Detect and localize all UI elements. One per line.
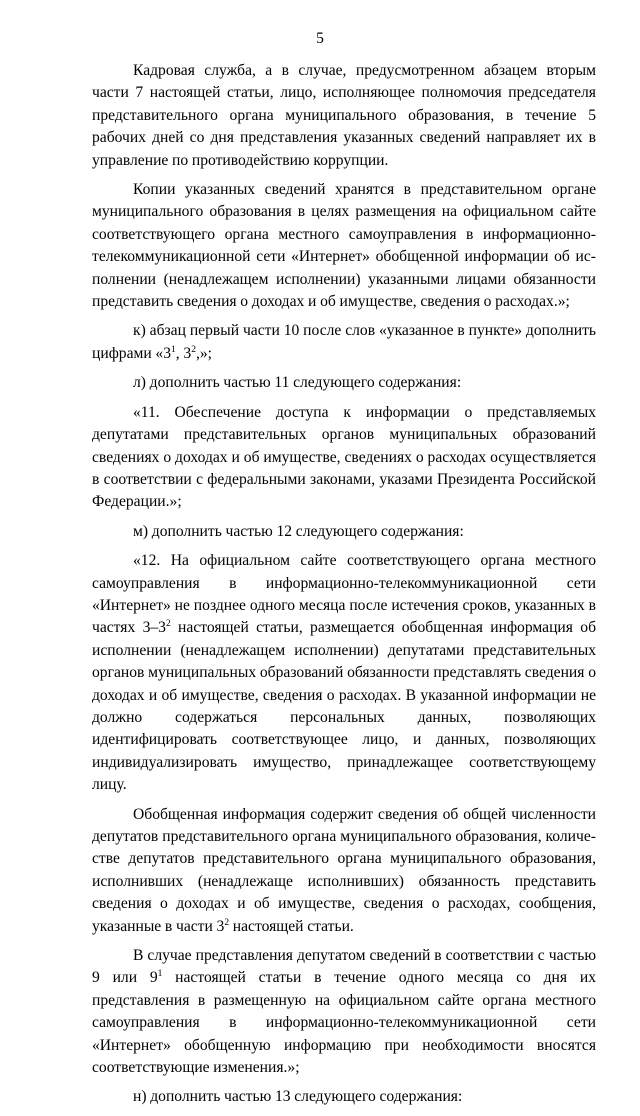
paragraph-amendment-l — [92, 372, 596, 394]
paragraph-deputy-submission — [92, 945, 596, 1079]
superscript-index: 2 — [191, 344, 196, 355]
paragraph-text: В случае представления депутатом сведений в соответствии с частью 9 или 9 — [92, 947, 596, 987]
paragraph-amendment-m — [92, 521, 596, 543]
paragraph-text: Копии указанных сведений хранятся в представительном органе муниципального образования в целях размещения на официальном сайте соответствующего органа местного самоуправления в информационно-телекоммуникационной сети «Интернет» обобщенной информации об исполнении (ненадлежащем исполнении) указанными лицами обязанности представить сведения о доходах и об имуществе, сведения о расходах.»; — [92, 181, 596, 311]
paragraph-text: Обобщенная информация содержит сведения об общей численности депутатов представительного органа муниципального образования, количестве депутатов представительного органа муниципального образования, исполнивших (ненадлежаще исполнивших) обязанность представить сведения о доходах и об имуществе, сведения о расходах, сообщения, указанные в части 3 — [92, 805, 596, 935]
paragraph-text: «11. Обеспечение доступа к информации о представляемых депутатами представительных органов муниципальных образований сведениях о доходах и об имуществе, сведениях о расходах осуществляется в соответствии с федеральными законами, указами Президента Российской Федерации.»; — [92, 403, 596, 511]
paragraph-text: настоящей статьи в течение одного месяца со дня их представления в размещенную на официальном сайте органа местного самоуправления в информационно-телекоммуникационной сети «Интернет» обобщенную информацию при необходимости вносятся соответствующие изменения.»; — [92, 969, 596, 1077]
paragraph-text: Кадровая служба, а в случае, предусмотренном абзацем вторым части 7 настоящей статьи, лицо, исполняющее полномочия председателя представительного органа муниципального образования, в течение 5 рабочих дней со дня представления указанных сведений направляет их в управление по противодействию коррупции. — [92, 62, 596, 169]
paragraph-text: н) дополнить частью 13 следующего содержания: — [133, 1088, 463, 1106]
paragraph-part-12 — [92, 550, 596, 796]
paragraph-copies-storage — [92, 179, 596, 313]
document-body — [92, 60, 596, 1116]
paragraph-text: «12. На официальном сайте соответствующего органа местного самоуправления в информационно-телекоммуникационной сети «Интернет» не позднее одного месяца после истечения сроков, указанных в частях 3–3 — [92, 552, 596, 637]
superscript-index: 2 — [165, 619, 171, 630]
paragraph-generalized-info — [92, 804, 596, 938]
paragraph-text: л) дополнить частью 11 следующего содержания: — [133, 374, 462, 392]
superscript-index: 1 — [171, 344, 176, 355]
paragraph-text: настоящей статьи. — [229, 917, 354, 935]
paragraph-amendment-n — [92, 1086, 596, 1108]
paragraph-text: настоящей статьи, размещается обобщенная информация об исполнении (ненадлежащем исполнении) депутатами представительных органов муниципальных образований обязанности представлять сведения о доходах и об имуществе, сведения о расходах. В указанной информации не должно содержаться персональных данных, позволяющих идентифицировать соответствующее лицо, и данных, позволяющих индивидуализировать имущество, принадлежащее соответствующему лицу. — [92, 619, 597, 794]
paragraph-amendment-k — [92, 320, 596, 365]
paragraph-text: к) абзац первый части 10 после слов «указанное в пункте» дополнить цифрами «3 — [92, 322, 596, 362]
paragraph-part-11 — [92, 402, 596, 514]
paragraph-text: , 3 — [175, 344, 192, 362]
superscript-index: 2 — [224, 917, 230, 928]
page-number: 5 — [316, 30, 324, 47]
paragraph-text: ,»; — [195, 344, 212, 362]
superscript-index: 1 — [157, 969, 163, 980]
paragraph-text: м) дополнить частью 12 следующего содержания: — [133, 522, 464, 540]
paragraph-personnel-service — [92, 60, 596, 172]
